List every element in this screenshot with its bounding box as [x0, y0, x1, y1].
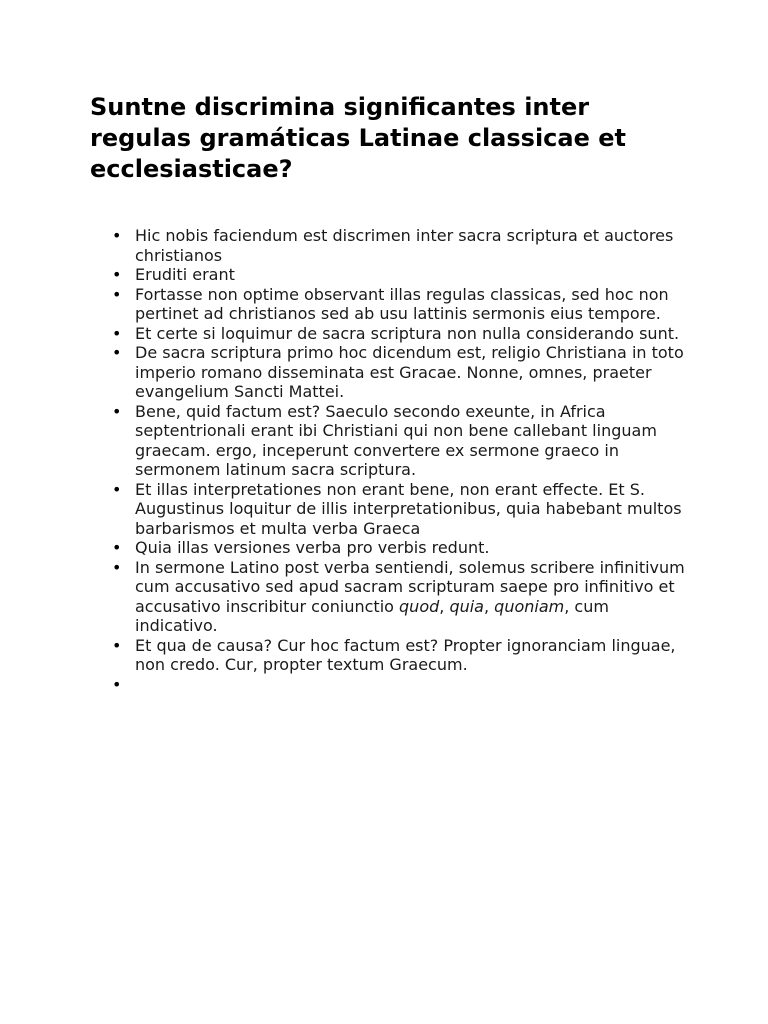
bullet-icon: • [112, 479, 122, 499]
italic-word-quia: quia [449, 596, 484, 616]
bullet-icon: • [112, 401, 122, 421]
document-title: Suntne discrimina significantes inter regulas gramáticas Latinae classicae et ecclesiasticae? [90, 93, 626, 183]
italic-word-quoniam: quoniam [494, 596, 565, 616]
bullet-icon: • [112, 674, 122, 694]
bullet-icon: • [112, 226, 122, 245]
list-item-text [135, 558, 685, 636]
list-item-text: Bene, quid factum est? Saeculo secondo exeunte, in Africa septentrionali erant ibi Christiani qui non bene callebant linguam graecam. ergo, inceperunt convertere ex sermone graeco in sermonem latinum sacra scriptura. [135, 401, 657, 479]
list-item-text: Et qua de causa? Cur hoc factum est? Propter ignoranciam linguae, non credo. Cur, propter textum Graecum. [135, 635, 676, 674]
separator: , [483, 596, 495, 616]
list-item [112, 538, 690, 558]
list-item-text: Quia illas versiones verba pro verbis redunt. [135, 538, 490, 557]
list-item-empty[interactable] [112, 674, 690, 695]
list-item [112, 343, 690, 402]
bullet-icon: • [112, 538, 122, 557]
list-item-text: Fortasse non optime observant illas regulas classicas, sed hoc non pertinet ad christianos sed ab usu lattinis sermonis eius tempore. [135, 284, 669, 323]
list-item-text: Et certe si loquimur de sacra scriptura non nulla considerando sunt. [135, 323, 680, 343]
bullet-icon: • [112, 557, 122, 577]
bullet-list [90, 226, 690, 694]
document-page [90, 92, 690, 694]
separator: , [439, 596, 450, 616]
list-item-text: Eruditi erant [135, 265, 235, 284]
list-item-text: Hic nobis faciendum est discrimen inter sacra scriptura et auctores christianos [135, 226, 674, 265]
bullet-icon: • [112, 635, 122, 655]
list-item [112, 284, 690, 324]
bullet-icon: • [112, 323, 122, 343]
list-item [112, 323, 690, 344]
bullet-icon: • [112, 343, 122, 362]
list-item-text: Et illas interpretationes non erant bene, non erant effecte. Et S. Augustinus loquitur de illis interpretationibus, quia habebant multos barbarismos et multa verba Graeca [135, 479, 682, 538]
text-segment: In sermone Latino post verba sentiendi, solemus scribere infinitivum cum accusativo sed apud sacram scripturam saepe pro infinitivo et accusativo inscribitur coniunctio [135, 557, 685, 616]
bullet-icon: • [112, 284, 122, 304]
list-item [112, 635, 690, 675]
list-item [112, 265, 690, 285]
italic-word-quod: quod [399, 596, 440, 616]
text-segment: , cum indicativo. [135, 596, 609, 635]
list-item-text: De sacra scriptura primo hoc dicendum est, religio Christiana in toto imperio romano disseminata est Gracae. Nonne, omnes, praeter evangelium Sancti Mattei. [135, 343, 684, 401]
list-item [112, 401, 690, 480]
bullet-icon: • [112, 265, 122, 284]
list-item [112, 226, 690, 265]
list-item [112, 479, 690, 539]
list-item [112, 557, 690, 636]
